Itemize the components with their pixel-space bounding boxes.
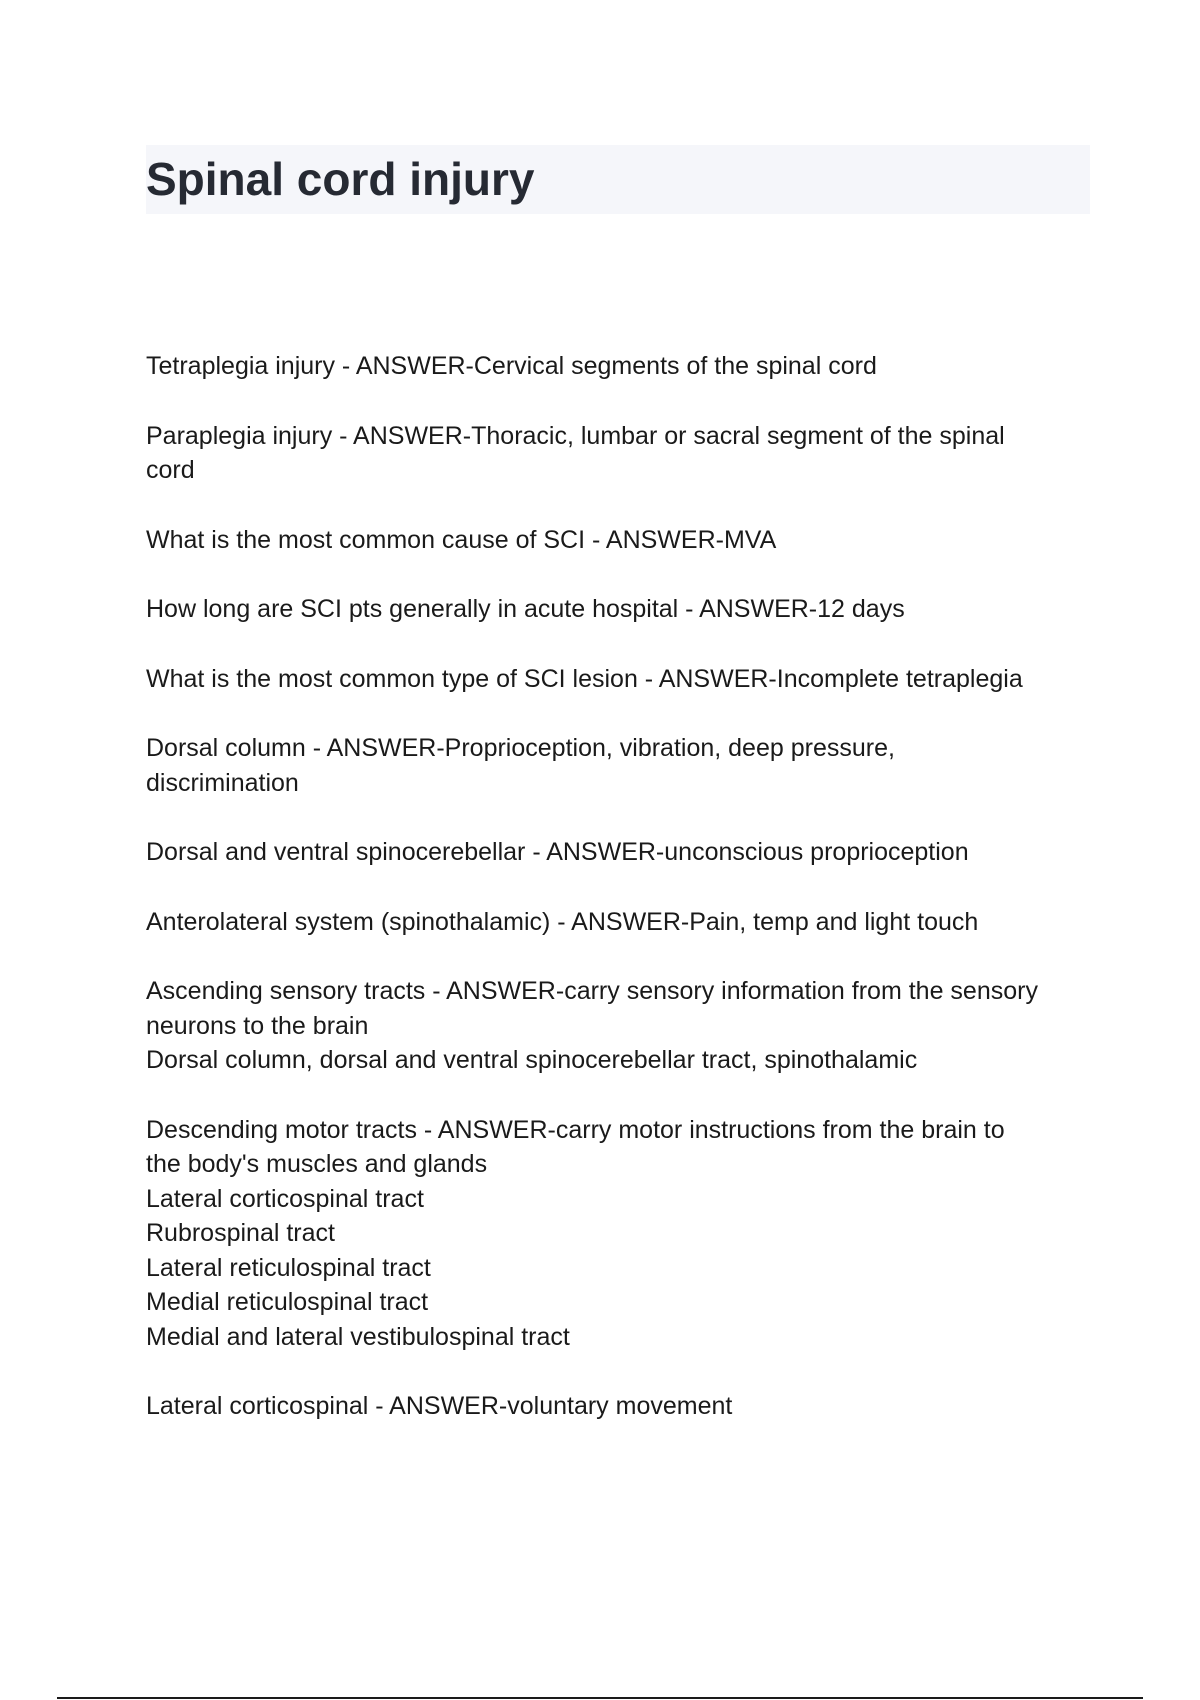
- qa-item: [146, 1389, 1090, 1424]
- qa-item: [146, 974, 1090, 1078]
- qa-line: Anterolateral system (spinothalamic) - ANSWER-Pain, temp and light touch: [146, 907, 979, 936]
- qa-line: Tetraplegia injury - ANSWER-Cervical segments of the spinal cord: [146, 352, 877, 380]
- qa-item: [146, 731, 1090, 800]
- qa-line: Medial and lateral vestibulospinal tract: [146, 1322, 570, 1351]
- qa-list: [146, 349, 1090, 1459]
- qa-line: How long are SCI pts generally in acute hospital - ANSWER-12 days: [146, 595, 905, 623]
- qa-line: discrimination: [146, 768, 299, 797]
- title-banner: [146, 145, 1090, 214]
- qa-line: Dorsal and ventral spinocerebellar - ANSWER-unconscious proprioception: [146, 838, 969, 866]
- qa-item: [146, 835, 1090, 870]
- qa-item: [146, 905, 1090, 940]
- qa-item: [146, 592, 1090, 627]
- qa-line: cord: [146, 456, 195, 484]
- qa-item: [146, 349, 1090, 384]
- qa-line: Lateral corticospinal - ANSWER-voluntary movement: [146, 1392, 733, 1420]
- qa-line: Paraplegia injury - ANSWER-Thoracic, lumbar or sacral segment of the spinal: [146, 421, 1005, 450]
- page-title: Spinal cord injury: [146, 153, 535, 205]
- qa-item: [146, 419, 1090, 488]
- qa-line: Descending motor tracts - ANSWER-carry motor instructions from the brain to: [146, 1115, 1005, 1144]
- qa-line: Medial reticulospinal tract: [146, 1288, 429, 1316]
- qa-line: What is the most common cause of SCI - ANSWER-MVA: [146, 525, 777, 554]
- qa-line: Lateral reticulospinal tract: [146, 1253, 431, 1282]
- qa-line: Dorsal column - ANSWER-Proprioception, vibration, deep pressure,: [146, 734, 895, 762]
- footer-divider: [57, 1697, 1143, 1699]
- qa-line: Rubrospinal tract: [146, 1219, 335, 1247]
- qa-item: [146, 1113, 1090, 1355]
- qa-line: Lateral corticospinal tract: [146, 1184, 424, 1213]
- qa-line: Dorsal column, dorsal and ventral spinocerebellar tract, spinothalamic: [146, 1046, 918, 1074]
- qa-line: Ascending sensory tracts - ANSWER-carry sensory information from the sensory: [146, 977, 1038, 1005]
- qa-line: What is the most common type of SCI lesion - ANSWER-Incomplete tetraplegia: [146, 664, 1023, 693]
- qa-item: [146, 662, 1090, 697]
- qa-line: the body's muscles and glands: [146, 1150, 488, 1178]
- qa-line: neurons to the brain: [146, 1011, 369, 1040]
- qa-item: [146, 523, 1090, 558]
